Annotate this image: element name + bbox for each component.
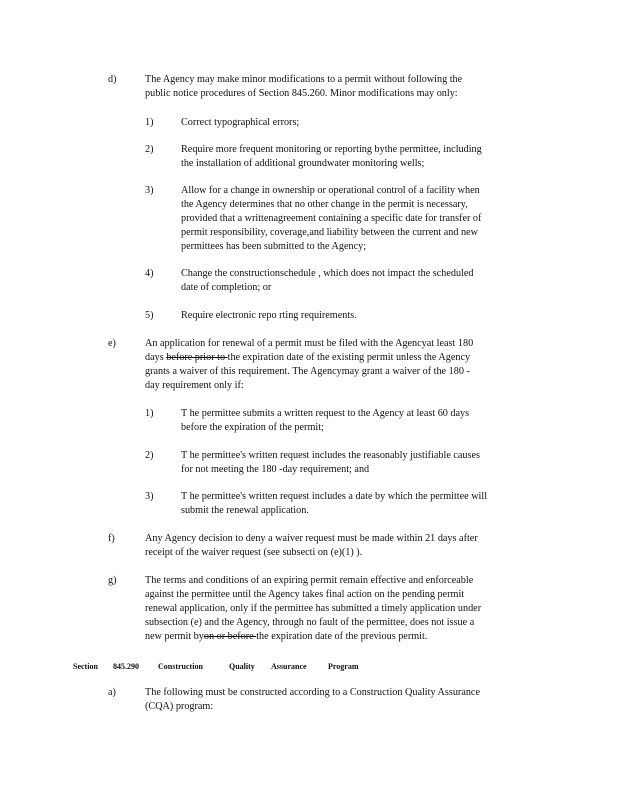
text-fragment: the expiration date of the existing permit unless the Agency (227, 352, 471, 363)
paragraph-label: a) (108, 687, 116, 698)
paragraph-label: d) (108, 74, 117, 85)
text-line: Allow for a change in ownership or operational control of a facility when (181, 185, 480, 196)
text-line: The terms and conditions of an expiring permit remain effective and enforceable (145, 575, 474, 586)
text-line: the Agency determines that no other change in the permit is necessary, (181, 199, 468, 210)
text-line: provided that a writtenagreement containing a specific date for transfer of (181, 213, 482, 224)
text-line: Any Agency decision to deny a waiver request must be made within 21 days after (145, 533, 478, 544)
text-line: Require electronic repo rting requirements. (181, 310, 357, 321)
item-number: 3) (145, 185, 154, 196)
text-line: before the expiration of the permit; (181, 422, 324, 433)
section-title-word: Construction (158, 662, 203, 671)
text-fragment: days (145, 352, 167, 363)
text-line (145, 630, 427, 644)
text-line: Change the constructionschedule , which does not impact the scheduled (181, 268, 474, 279)
text-line: permit responsibility, coverage,and liability between the current and new (181, 227, 478, 238)
text-line: the installation of additional groundwater monitoring wells; (181, 158, 425, 169)
struck-text: on or before (203, 631, 257, 642)
text-line (145, 351, 470, 365)
text-line: for not meeting the 180 -day requirement; and (181, 464, 370, 475)
paragraph-label: e) (108, 338, 116, 349)
section-number: 845.290 (113, 662, 139, 671)
item-number: 2) (145, 144, 154, 155)
text-line: subsection (e) and the Agency, through no fault of the permittee, does not issue a (145, 617, 475, 628)
text-line: The Agency may make minor modifications to a permit without following the (145, 74, 463, 85)
text-line: submit the renewal application. (181, 505, 309, 516)
text-line: An application for renewal of a permit must be filed with the Agencyat least 180 (145, 338, 474, 349)
text-line: day requirement only if: (145, 380, 244, 391)
text-line: The following must be constructed according to a Construction Quality Assurance (145, 687, 480, 698)
text-line: (CQA) program: (145, 701, 214, 712)
paragraph-label: g) (108, 575, 117, 586)
item-number: 5) (145, 310, 154, 321)
text-line: renewal application, only if the permittee has submitted a timely application under (145, 603, 482, 614)
text-fragment: the expiration date of the previous permit. (256, 631, 428, 642)
item-number: 2) (145, 450, 154, 461)
text-line: against the permittee until the Agency takes final action on the pending permit (145, 589, 465, 600)
text-line: receipt of the waiver request (see subsecti on (e)(1) ). (145, 547, 363, 558)
text-line: date of completion; or (181, 282, 272, 293)
text-line: T he permittee submits a written request to the Agency at least 60 days (181, 408, 470, 419)
item-number: 4) (145, 268, 154, 279)
text-line: permittees has been submitted to the Agency; (181, 241, 367, 252)
paragraph-label: f) (108, 533, 115, 544)
section-word: Section (73, 662, 98, 671)
text-line: grants a waiver of this requirement. The Agencymay grant a waiver of the 180 - (145, 366, 470, 377)
text-line: Require more frequent monitoring or reporting bythe permittee, including (181, 144, 482, 155)
text-line: public notice procedures of Section 845.260. Minor modifications may only: (145, 88, 458, 99)
text-line: Correct typographical errors; (181, 117, 300, 128)
item-number: 1) (145, 408, 154, 419)
text-fragment: new permit by (145, 631, 204, 642)
text-line: T he permittee's written request includes the reasonably justifiable causes (181, 450, 480, 461)
section-title-word: Program (328, 662, 359, 671)
text-line: T he permittee's written request includes a date by which the permittee will (181, 491, 488, 502)
item-number: 1) (145, 117, 154, 128)
item-number: 3) (145, 491, 154, 502)
section-title-word: Assurance (271, 662, 307, 671)
struck-text: before prior to (166, 352, 228, 363)
section-title-word: Quality (229, 662, 255, 671)
